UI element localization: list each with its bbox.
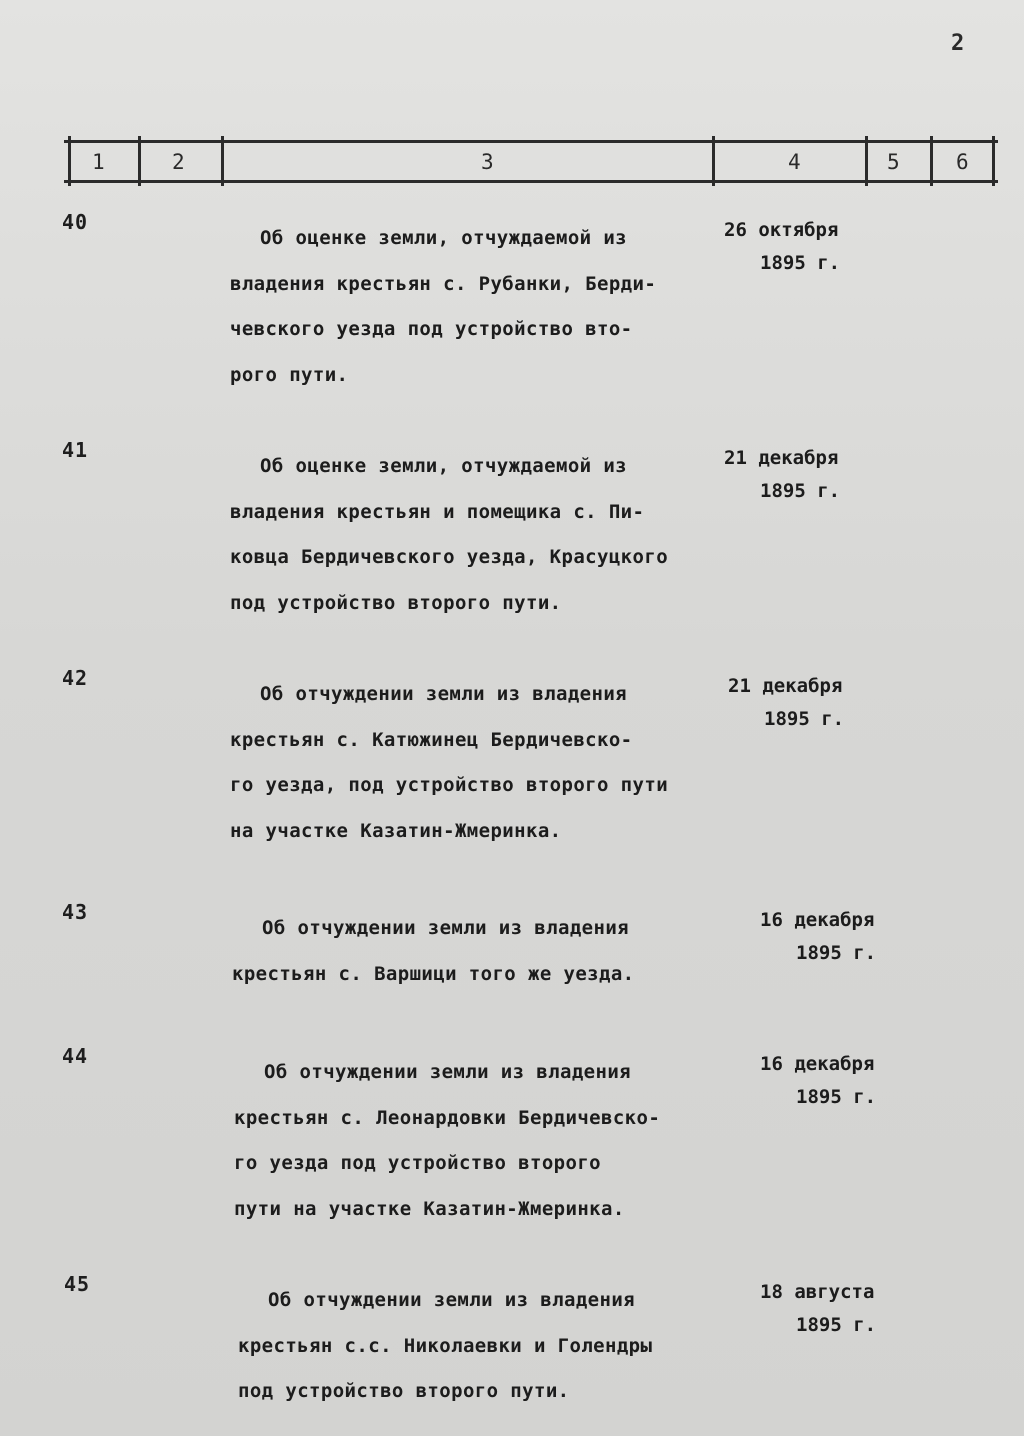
header-separator — [138, 136, 141, 186]
header-separator — [712, 136, 715, 186]
entry-date — [760, 1048, 876, 1114]
header-separator — [68, 136, 71, 186]
date-day-month: 16 декабря — [760, 909, 875, 931]
date-day-month: 18 августа — [760, 1281, 875, 1303]
header-bottom-rule — [64, 180, 998, 183]
description-line: под устройство второго пути. — [230, 591, 562, 614]
entry-number: 40 — [62, 210, 89, 234]
date-year: 1895 г. — [796, 1086, 877, 1108]
entry-number: 41 — [62, 438, 89, 462]
description-line: ковца Бердичевского уезда, Красуцкого — [230, 546, 669, 568]
entry-number: 42 — [62, 666, 89, 690]
header-col-1: 1 — [92, 150, 105, 174]
description-line: владения крестьян с. Рубанки, Берди- — [230, 272, 657, 295]
header-separator — [865, 136, 868, 186]
description-line: Об отчуждении земли из владения — [260, 683, 628, 705]
header-col-3: 3 — [481, 150, 494, 174]
date-year: 1895 г. — [796, 942, 877, 964]
entry-number: 45 — [64, 1272, 91, 1296]
entry-description — [238, 1278, 652, 1415]
entry-date — [724, 442, 840, 508]
entry-description — [230, 216, 656, 398]
entry-date — [728, 670, 844, 736]
header-separator — [992, 136, 995, 186]
description-line: Об оценке земли, отчуждаемой из — [260, 227, 628, 249]
description-line: крестьян с. Варшици того же уезда. — [232, 962, 635, 985]
date-year: 1895 г. — [760, 480, 841, 502]
column-header-ruler — [64, 136, 998, 186]
description-line: крестьян с.с. Николаевки и Голендры — [238, 1334, 653, 1357]
page-number: 2 — [951, 31, 965, 56]
header-separator — [221, 136, 224, 186]
date-day-month: 21 декабря — [728, 675, 843, 697]
entry-description — [230, 444, 668, 626]
entry-number: 44 — [62, 1044, 89, 1068]
description-line: под устройство второго пути. — [238, 1380, 570, 1402]
date-day-month: 21 декабря — [724, 447, 839, 469]
entry-description — [232, 906, 635, 997]
header-col-5: 5 — [887, 150, 900, 174]
date-year: 1895 г. — [764, 708, 845, 730]
date-day-month: 26 октября — [724, 219, 839, 241]
entry-date — [724, 214, 840, 280]
description-line: Об отчуждении земли из владения — [268, 1289, 636, 1311]
entry-description — [234, 1050, 660, 1232]
description-line: чевского уезда под устройство вто- — [230, 318, 633, 340]
header-separator — [930, 136, 933, 186]
date-year: 1895 г. — [760, 252, 841, 274]
description-line: рого пути. — [230, 363, 349, 386]
header-col-2: 2 — [172, 150, 185, 174]
description-line: го уезда под устройство второго — [234, 1152, 602, 1174]
header-top-rule — [64, 140, 998, 143]
date-year: 1895 г. — [796, 1314, 877, 1336]
date-day-month: 16 декабря — [760, 1053, 875, 1075]
entry-date — [760, 904, 876, 970]
entry-number: 43 — [62, 900, 89, 924]
description-line: Об отчуждении земли из владения — [262, 917, 630, 939]
description-line: на участке Казатин-Жмеринка. — [230, 819, 562, 842]
header-col-4: 4 — [788, 150, 801, 174]
description-line: Об отчуждении земли из владения — [264, 1061, 632, 1083]
description-line: Об оценке земли, отчуждаемой из — [260, 455, 628, 477]
description-line: го уезда, под устройство второго пути — [230, 774, 669, 796]
entry-description — [230, 672, 668, 854]
description-line: крестьян с. Леонардовки Бердичевско- — [234, 1106, 661, 1129]
description-line: владения крестьян и помещика с. Пи- — [230, 500, 645, 523]
description-line: крестьян с. Катюжинец Бердичевско- — [230, 728, 633, 751]
entry-date — [760, 1276, 876, 1342]
description-line: пути на участке Казатин-Жмеринка. — [234, 1197, 625, 1220]
header-col-6: 6 — [956, 150, 969, 174]
